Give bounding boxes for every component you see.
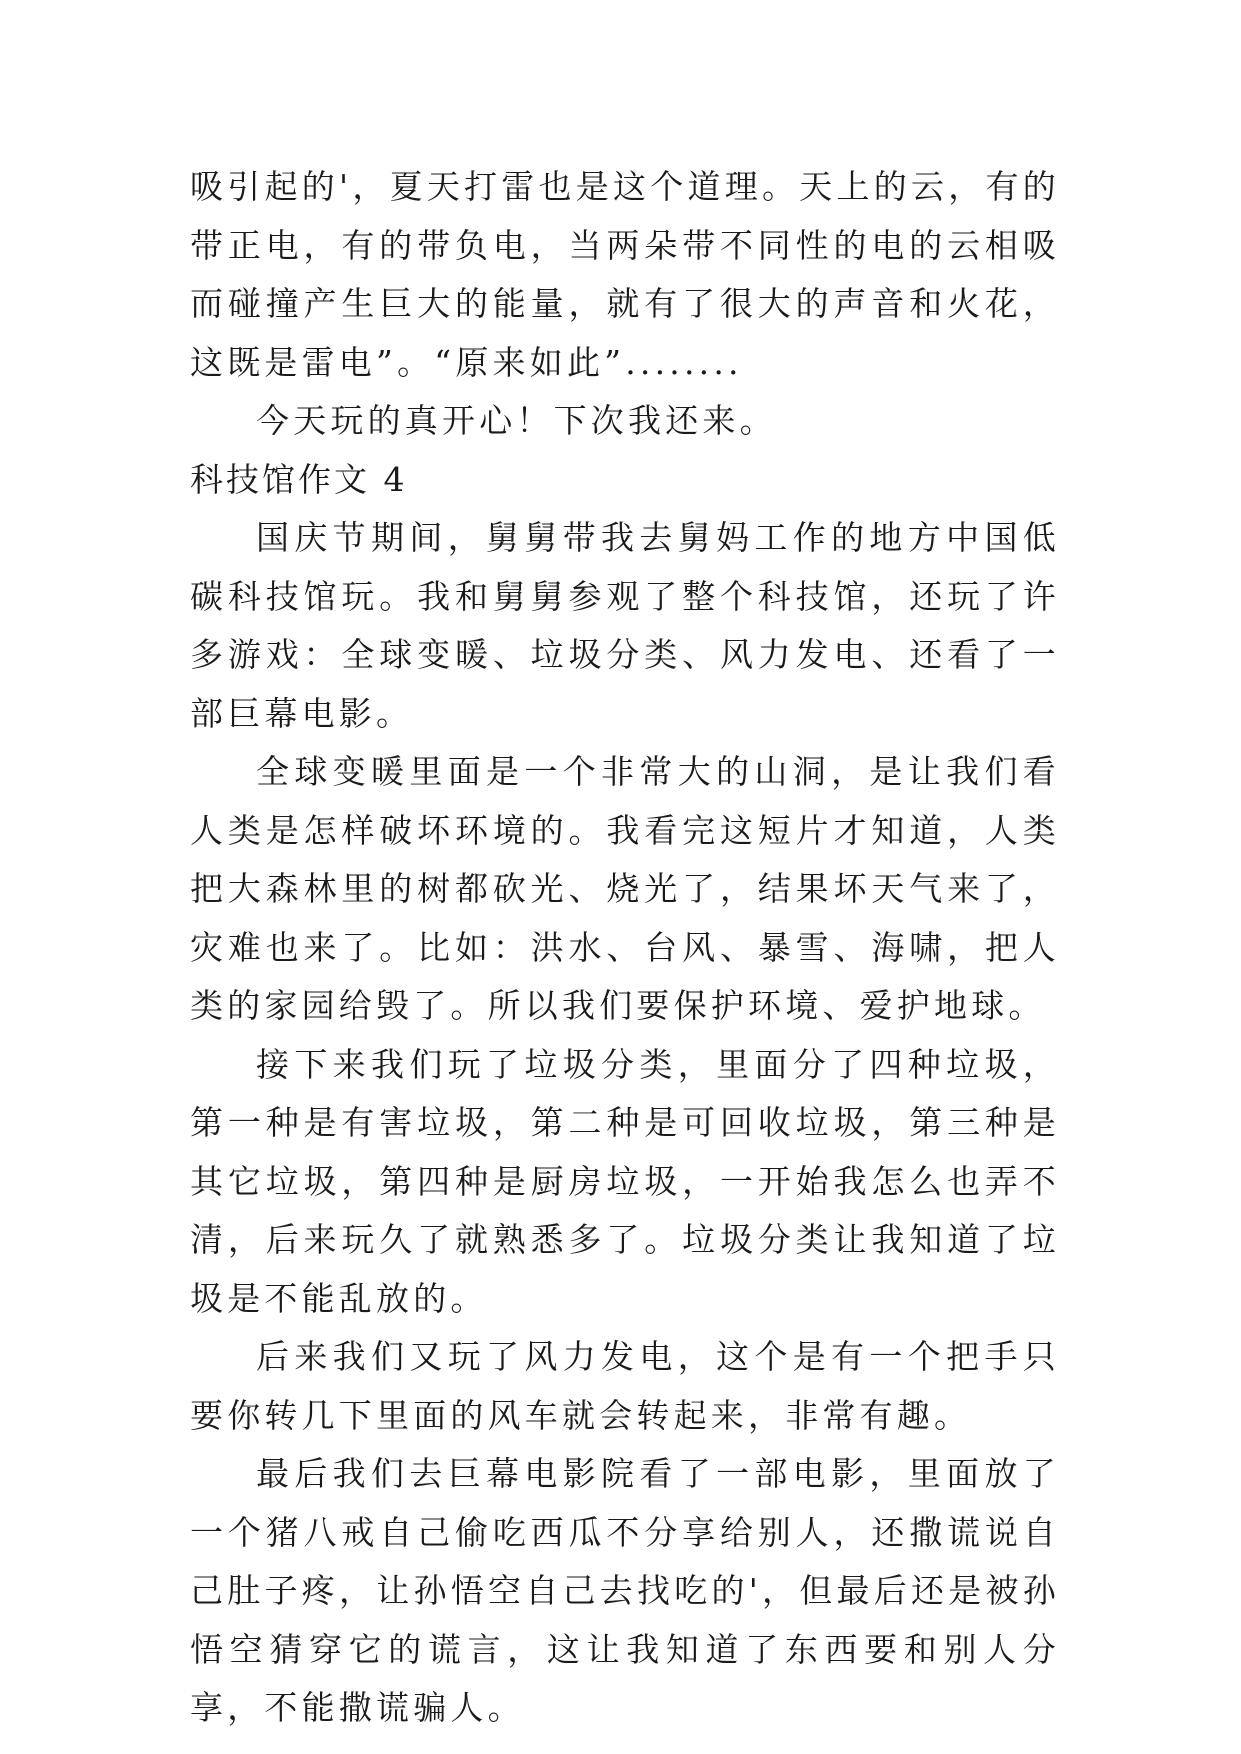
- section-title: 科技馆作文 4: [190, 459, 408, 499]
- essay-body: [190, 158, 1060, 1738]
- paragraph-continued: 吸引起的'，夏天打雷也是这个道理。天上的云，有的带正电，有的带负电，当两朵带不同性的电的云相吸而碰撞产生巨大的能量，就有了很大的声音和火花，这既是雷电”。“原来如此”........: [190, 167, 1060, 382]
- paragraph-intro: 国庆节期间，舅舅带我去舅妈工作的地方中国低碳科技馆玩。我和舅舅参观了整个科技馆，还玩了许多游戏：全球变暖、垃圾分类、风力发电、还看了一部巨幕电影。: [190, 518, 1060, 733]
- paragraph-global-warming: 全球变暖里面是一个非常大的山洞，是让我们看人类是怎样破坏环境的。我看完这短片才知道，人类把大森林里的树都砍光、烧光了，结果坏天气来了，灾难也来了。比如：洪水、台风、暴雪、海啸，把人类的家园给毁了。所以我们要保护环境、爱护地球。: [190, 752, 1060, 1025]
- paragraph-giant-screen-movie: 最后我们去巨幕电影院看了一部电影，里面放了一个猪八戒自己偷吃西瓜不分享给别人，还撒谎说自己肚子疼，让孙悟空自己去找吃的'，但最后还是被孙悟空猜穿它的谎言，这让我知道了东西要和别人分享，不能撒谎骗人。: [190, 1454, 1060, 1727]
- paragraph-closing: 今天玩的真开心！下次我还来。: [256, 401, 777, 440]
- paragraph-wind-power: 后来我们又玩了风力发电，这个是有一个把手只要你转几下里面的风车就会转起来，非常有趣。: [190, 1337, 1060, 1435]
- paragraph-garbage-sorting: 接下来我们玩了垃圾分类，里面分了四种垃圾，第一种是有害垃圾，第二种是可回收垃圾，第三种是其它垃圾，第四种是厨房垃圾，一开始我怎么也弄不清，后来玩久了就熟悉多了。垃圾分类让我知道了垃圾是不能乱放的。: [190, 1044, 1060, 1318]
